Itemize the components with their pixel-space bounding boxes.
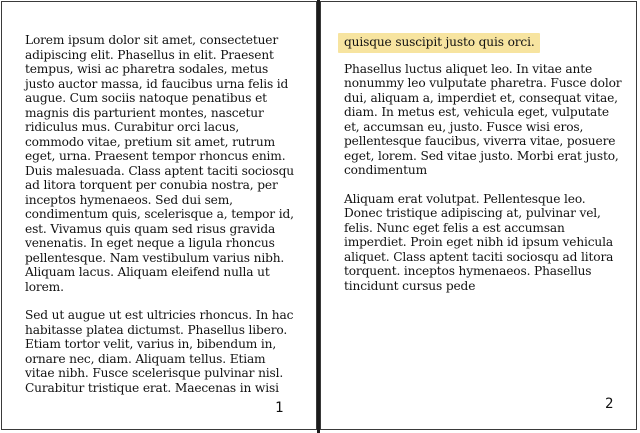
paragraph: Aliquam erat volutpat. Pellentesque leo. Donec tristique adipiscing at, pulvinar vel, felis. Nunc eget felis a est accumsan imperdiet. Proin eget nibh id ipsum vehicula aliquet. Class aptent taciti sociosqu ad litora torquent. inceptos hymenaeos. Phasellus tincidunt cursus pede xyxy=(344,191,614,293)
highlighted-passage[interactable]: quisque suscipit justo quis orci. xyxy=(338,33,540,53)
paragraph: Phasellus luctus aliquet leo. In vitae ante nonummy leo vulputate pharetra. Fusce dolor dui, aliquam a, imperdiet et, consequat vitae, diam. In metus est, vehicula eget, vulputate et, accumsan eu, justo. Fusce wisi eros, pellentesque faucibus, viverra vitae, posuere eget, lorem. Sed vitae justo. Morbi erat justo, condimentum xyxy=(344,61,622,177)
page-number: 2 xyxy=(605,396,614,412)
page-right xyxy=(320,1,637,430)
page-right-text xyxy=(344,33,626,307)
page-number: 1 xyxy=(275,400,284,416)
page-left xyxy=(1,1,317,430)
paragraph: Lorem ipsum dolor sit amet, consectetuer adipiscing elit. Phasellus in elit. Praesent tempus, wisi ac pharetra sodales, metus justo auctor massa, id faucibus urna felis id augue. Cum sociis natoque penatibus et magnis dis parturient montes, nascetur ridiculus mus. Curabitur orci lacus, commodo vitae, pretium sit amet, rutrum eget, urna. Praesent tempor rhoncus enim. Duis malesuada. Class aptent taciti sociosqu ad litora torquent per conubia nostra, per inceptos hymenaeos. Sed dui sem, condimentum quis, scelerisque a, tempor id, est. Vivamus quis quam sed risus gravida venenatis. In eget neque a ligula rhoncus pellentesque. Nam vestibulum varius nibh. Aliquam lacus. Aliquam eleifend nulla ut lorem. xyxy=(25,33,294,294)
paragraph: Sed ut augue ut est ultricies rhoncus. In hac habitasse platea dictumst. Phasellus libero. Etiam tortor velit, varius in, bibendum in, ornare nec, diam. Aliquam tellus. Etiam vitae nibh. Fusce scelerisque pulvinar nisl. Curabitur tristique erat. Maecenas in wisi xyxy=(25,308,294,395)
page-left-text xyxy=(25,33,298,409)
